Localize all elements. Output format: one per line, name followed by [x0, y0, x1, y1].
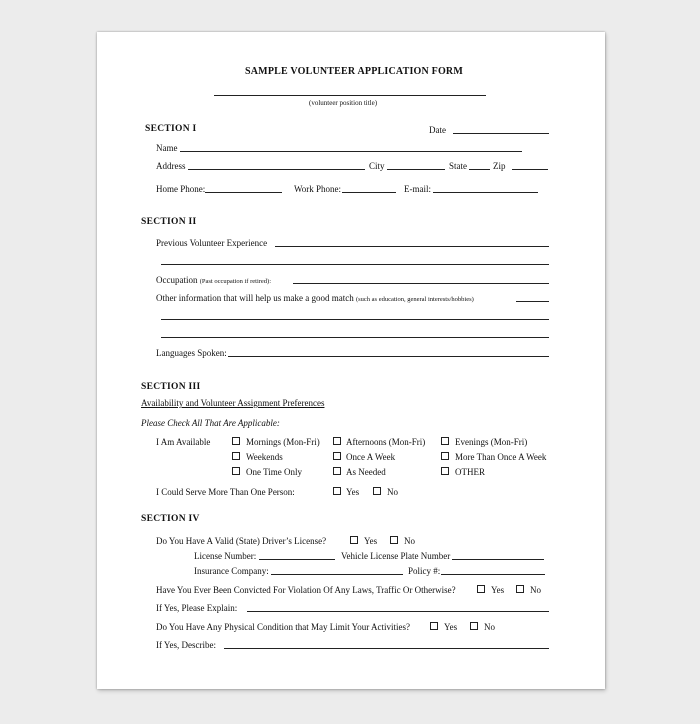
other-checkbox[interactable]	[441, 467, 449, 475]
other-info-field[interactable]	[516, 301, 549, 302]
section-4-heading: SECTION IV	[141, 514, 200, 524]
license-no-label: No	[404, 536, 415, 546]
mornings-label: Mornings (Mon-Fri)	[246, 437, 320, 447]
more-than-once-checkbox[interactable]	[441, 452, 449, 460]
policy-field[interactable]	[441, 574, 545, 575]
zip-label: Zip	[493, 161, 506, 171]
date-label: Date	[429, 125, 446, 135]
city-field[interactable]	[387, 169, 445, 170]
other-label: OTHER	[455, 467, 485, 477]
explain-field[interactable]	[247, 611, 549, 612]
serve-more-label: I Could Serve More Than One Person:	[156, 487, 295, 497]
address-field[interactable]	[188, 169, 365, 170]
serve-more-no-label: No	[387, 487, 398, 497]
describe-field[interactable]	[224, 648, 549, 649]
occupation-label	[156, 275, 271, 286]
evenings-checkbox[interactable]	[441, 437, 449, 445]
license-yes-label: Yes	[364, 536, 378, 546]
serve-more-yes-label: Yes	[346, 487, 360, 497]
describe-label: If Yes, Describe:	[156, 640, 216, 650]
serve-more-no-checkbox[interactable]	[373, 487, 381, 495]
position-title-line[interactable]	[214, 95, 486, 96]
more-than-once-label: More Than Once A Week	[455, 452, 547, 462]
one-time-only-checkbox[interactable]	[232, 467, 240, 475]
weekends-label: Weekends	[246, 452, 283, 462]
zip-field[interactable]	[512, 169, 548, 170]
section-3-instruction: Please Check All That Are Applicable:	[141, 418, 280, 428]
physical-no-checkbox[interactable]	[470, 622, 478, 630]
work-phone-label: Work Phone:	[294, 184, 342, 194]
physical-yes-label: Yes	[444, 622, 458, 632]
convicted-no-checkbox[interactable]	[516, 585, 524, 593]
prev-experience-label: Previous Volunteer Experience	[156, 238, 268, 248]
date-field[interactable]	[453, 133, 549, 134]
convicted-yes-checkbox[interactable]	[477, 585, 485, 593]
home-phone-label: Home Phone:	[156, 184, 206, 194]
languages-field[interactable]	[228, 356, 549, 357]
once-a-week-checkbox[interactable]	[333, 452, 341, 460]
home-phone-field[interactable]	[205, 192, 282, 193]
license-yes-checkbox[interactable]	[350, 536, 358, 544]
occupation-text: Occupation	[156, 275, 198, 285]
convicted-no-label: No	[530, 585, 541, 595]
prev-experience-field[interactable]	[275, 246, 549, 247]
license-number-label: License Number:	[194, 551, 257, 561]
one-time-only-label: One Time Only	[246, 467, 303, 477]
once-a-week-label: Once A Week	[346, 452, 396, 462]
name-field[interactable]	[180, 151, 522, 152]
section-3-subtitle: Availability and Volunteer Assignment Preferences	[141, 398, 325, 408]
policy-label: Policy #:	[408, 566, 441, 576]
prev-experience-field-2[interactable]	[161, 264, 549, 265]
plate-number-label: Vehicle License Plate Number	[341, 551, 451, 561]
other-info-note: (such as education, general interests/hobbies)	[355, 296, 474, 303]
form-title: SAMPLE VOLUNTEER APPLICATION FORM	[245, 66, 463, 77]
other-info-field-2[interactable]	[161, 319, 549, 320]
other-info-label	[156, 293, 474, 304]
position-title-caption: (volunteer position title)	[309, 99, 378, 107]
as-needed-label: As Needed	[346, 467, 386, 477]
email-label: E-mail:	[404, 184, 431, 194]
city-label: City	[369, 161, 385, 171]
evenings-label: Evenings (Mon-Fri)	[455, 437, 528, 447]
section-3-heading: SECTION III	[141, 382, 201, 392]
name-label: Name	[156, 143, 178, 153]
email-field[interactable]	[433, 192, 538, 193]
mornings-checkbox[interactable]	[232, 437, 240, 445]
state-label: State	[449, 161, 467, 171]
section-2-heading: SECTION II	[141, 217, 197, 227]
as-needed-checkbox[interactable]	[333, 467, 341, 475]
afternoons-label: Afternoons (Mon-Fri)	[346, 437, 426, 447]
explain-label: If Yes, Please Explain:	[156, 603, 238, 613]
convicted-question: Have You Ever Been Convicted For Violation Of Any Laws, Traffic Or Otherwise?	[156, 585, 456, 595]
physical-no-label: No	[484, 622, 495, 632]
form-page	[97, 32, 605, 689]
license-no-checkbox[interactable]	[390, 536, 398, 544]
insurance-field[interactable]	[271, 574, 403, 575]
available-label: I Am Available	[156, 437, 211, 447]
other-info-field-3[interactable]	[161, 337, 549, 338]
license-question: Do You Have A Valid (State) Driver’s License?	[156, 536, 327, 546]
convicted-yes-label: Yes	[491, 585, 505, 595]
weekends-checkbox[interactable]	[232, 452, 240, 460]
physical-question: Do You Have Any Physical Condition that May Limit Your Activities?	[156, 622, 411, 632]
plate-number-field[interactable]	[452, 559, 544, 560]
serve-more-yes-checkbox[interactable]	[333, 487, 341, 495]
license-number-field[interactable]	[259, 559, 335, 560]
work-phone-field[interactable]	[342, 192, 396, 193]
insurance-label: Insurance Company:	[194, 566, 269, 576]
address-label: Address	[156, 161, 186, 171]
physical-yes-checkbox[interactable]	[430, 622, 438, 630]
section-1-heading: SECTION I	[145, 124, 197, 134]
occupation-field[interactable]	[293, 283, 549, 284]
state-field[interactable]	[469, 169, 490, 170]
other-info-text: Other information that will help us make a good match	[156, 293, 354, 303]
languages-label: Languages Spoken:	[156, 348, 227, 358]
afternoons-checkbox[interactable]	[333, 437, 341, 445]
occupation-note: (Past occupation if retired):	[199, 278, 272, 285]
